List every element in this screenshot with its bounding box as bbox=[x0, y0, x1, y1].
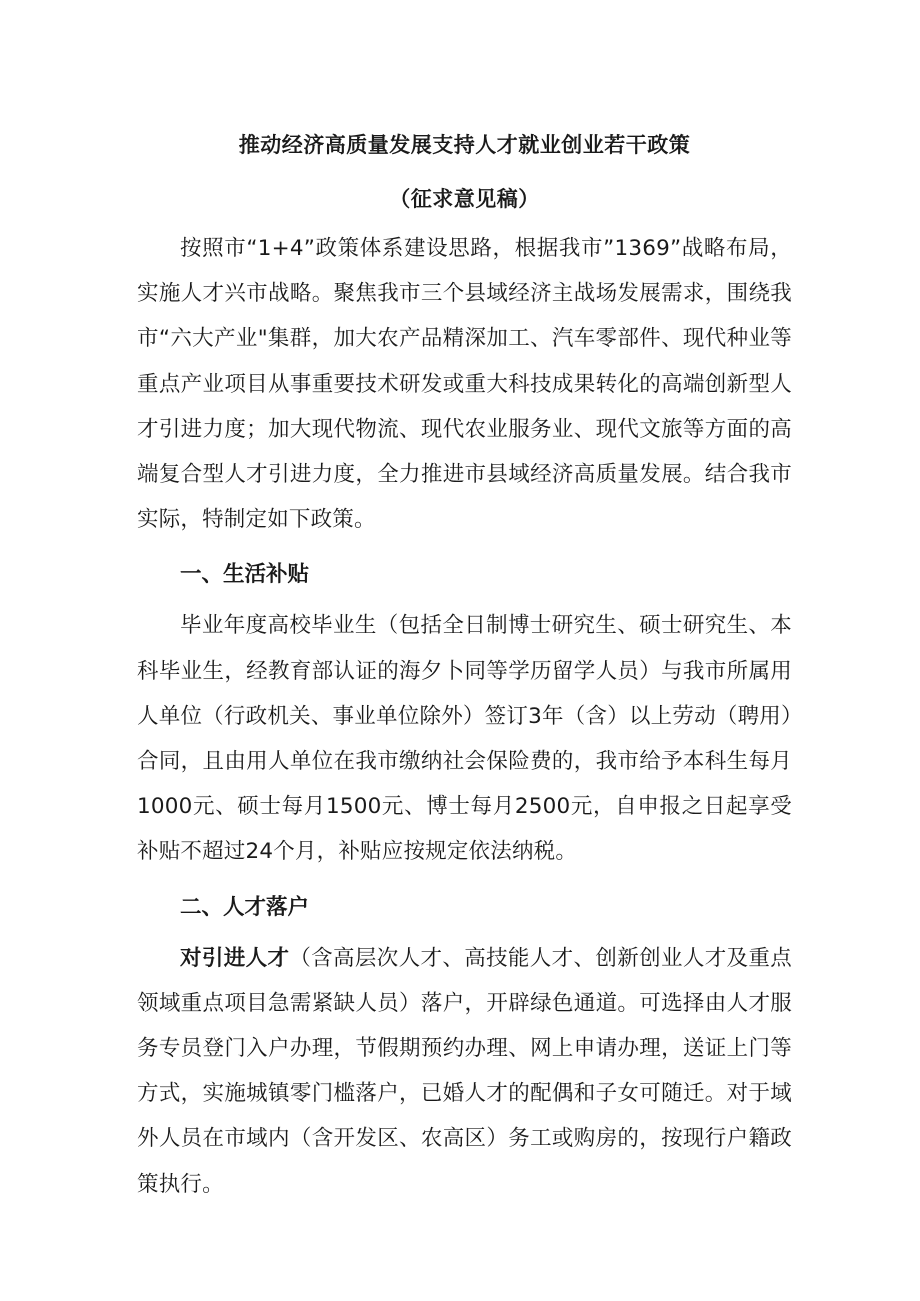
section-lead-text: 对引进人才 bbox=[180, 945, 290, 971]
section-body-talent-settlement bbox=[137, 936, 792, 1207]
section-body-living-subsidy: 毕业年度高校毕业生（包括全日制博士研究生、硕士研究生、本科毕业生，经教育部认证的海夕卜同等学历留学人员）与我市所属用人单位（行政机关、事业单位除外）签订3年（含）以上劳动（聘用）合同，且由用人单位在我市缴纳社会保险费的，我市给予本科生每月1000元、硕士每月1500元、博士每月2500元，自申报之日起享受补贴不超过24个月，补贴应按规定依法纳税。 bbox=[137, 613, 792, 865]
section-heading-living-subsidy: 一、生活补贴 bbox=[180, 562, 310, 588]
section-heading-talent-settlement: 二、人才落户 bbox=[180, 894, 310, 920]
section-body-text: （含高层次人才、高技能人才、创新创业人才及重点领域重点项目急需紧缺人员）落户，开辟绿色通道。可选择由人才服务专员登门入户办理，节假期预约办理、网上申请办理，送证上门等方式，实施城镇零门槛落户，已婚人才的配偶和子女可随迁。对于域外人员在市域内（含开发区、农高区）务工或购房的，按现行户籍政策执行。 bbox=[137, 945, 792, 1197]
document-page bbox=[137, 118, 792, 1207]
document-title: 推动经济高质量发展支持人才就业创业若干政策 bbox=[238, 133, 691, 157]
document-subtitle: （征求意见稿） bbox=[389, 187, 540, 211]
intro-paragraph: 按照市“1+4”政策体系建设思路，根据我市”1369”战略布局，实施人才兴市战略。聚焦我市三个县域经济主战场发展需求，围绕我市“六大产业"集群，加大农产品精深加工、汽车零部件、现代种业等重点产业项目从事重要技术研发或重大科技成果转化的高端创新型人才引进力度；加大现代物流、现代农业服务业、现代文旅等方面的高端复合型人才引进力度，全力推进市县域经济高质量发展。结合我市实际，特制定如下政策。 bbox=[137, 236, 792, 533]
